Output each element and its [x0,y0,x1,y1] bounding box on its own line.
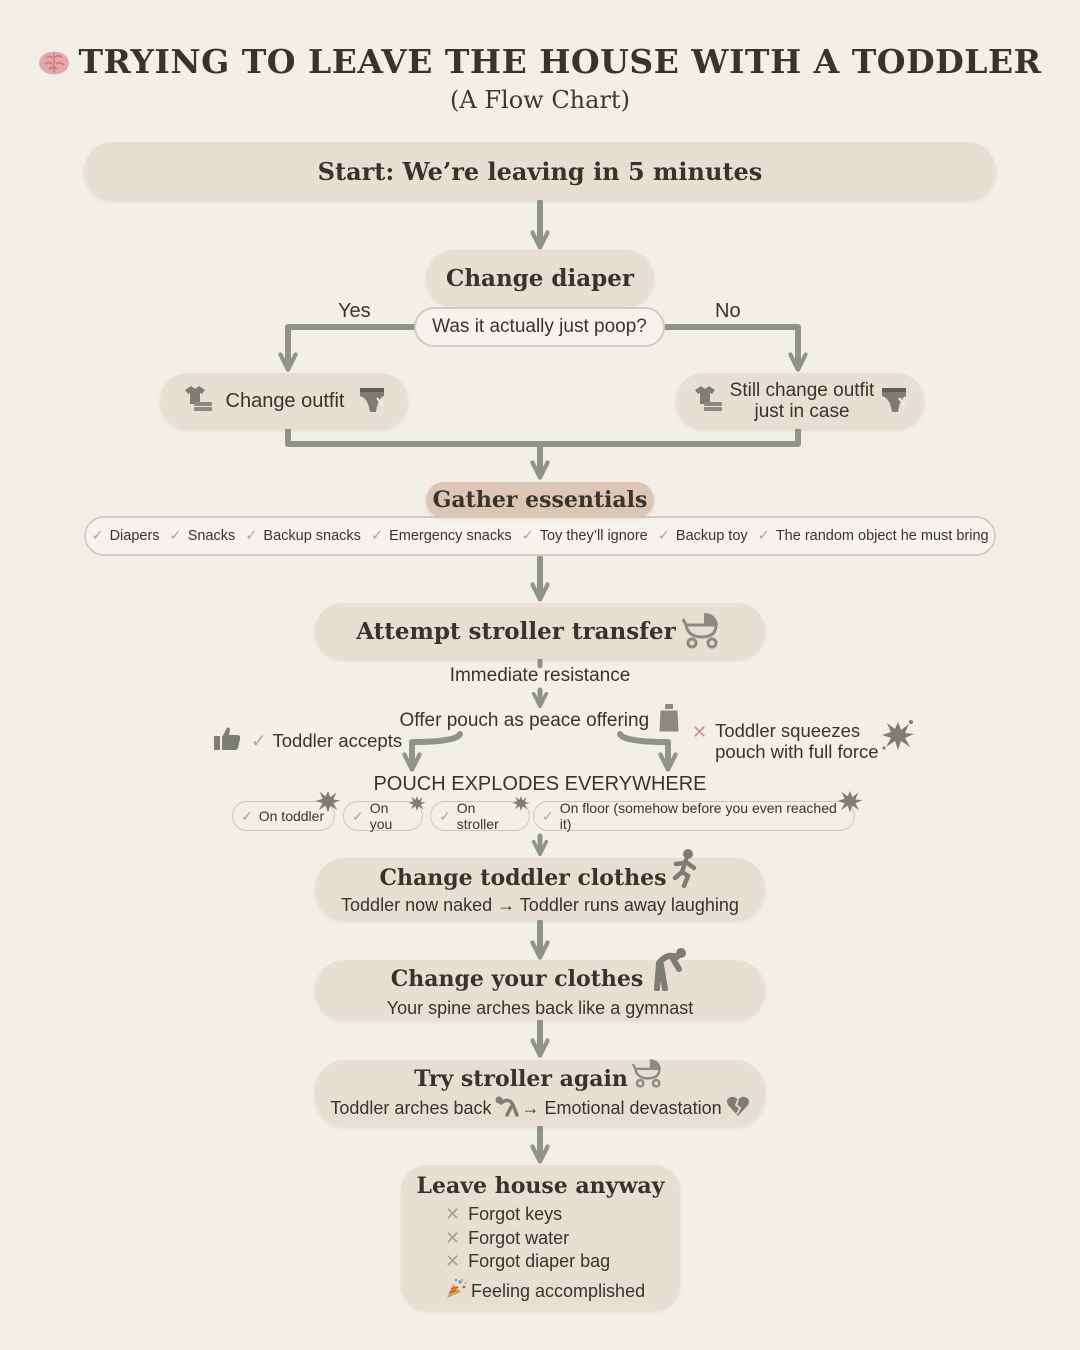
try-again-detail [330,1095,749,1122]
essential-item: ✓ Toy they’ll ignore [521,528,648,544]
pouch-explodes: POUCH EXPLODES EVERYWHERE [373,773,707,795]
diaper-icon [880,384,908,419]
gather-essentials-header [426,482,654,518]
try-again-detail-b: → Emotional devastation [521,1098,722,1118]
essential-item: ✓ Backup snacks [245,528,361,544]
offer-pouch-label: Offer pouch as peace offering [399,710,650,732]
explode-place-chip: ✓ On stroller [430,801,530,831]
brain-icon [38,45,70,84]
leave-house-title: Leave house anyway [416,1173,665,1199]
still-change-outfit-line1: Still change outfit [729,380,875,401]
splat-icon [881,718,915,757]
list-item: ✕ Forgot water [445,1227,570,1248]
explode-place-chip: ✓ On you [343,801,423,831]
pouch-icon [658,703,680,739]
arrow-no-branch [666,327,798,362]
arrow-yes-branch [288,327,414,362]
still-change-outfit-line2: just in case [754,401,850,422]
toddler-squeezes-line2: pouch with full force [715,741,879,762]
change-diaper-box [426,250,654,306]
clothes-icon [182,384,214,419]
essential-item: ✓ The random object he must bring [757,528,989,544]
page-subtitle: (A Flow Chart) [450,86,630,114]
thumbs-up-icon [213,725,241,756]
running-toddler-icon [670,848,700,893]
essential-item: ✓ Emergency snacks [370,528,512,544]
diaper-icon [358,384,386,419]
list-item [445,1278,680,1307]
splat-icon [512,794,530,812]
still-change-outfit-text [730,380,875,422]
essential-item: ✓ Backup toy [657,528,748,544]
explode-place-chip: ✓ On floor (somehow before you even reached it) [533,801,855,831]
leave-list [445,1203,680,1306]
your-clothes-detail: Your spine arches back like a gymnast [386,998,694,1018]
immediate-resistance: Immediate resistance [449,665,631,686]
essential-item: ✓ Snacks [169,528,236,544]
title-text: TRYING TO LEAVE THE HOUSE WITH A TODDLER [78,42,1042,81]
broken-heart-icon [726,1095,750,1122]
feeling-accomplished: Feeling accomplished [471,1281,646,1301]
start-label: Start: We’re leaving in 5 minutes [317,156,763,186]
party-popper-icon [445,1278,467,1307]
arrow-merge [288,430,798,444]
toddler-clothes-detail: Toddler now naked → Toddler runs away laughing [341,895,739,915]
try-stroller-again-box [315,1060,765,1126]
change-diaper-label: Change diaper [446,264,634,292]
offer-pouch [0,703,1080,739]
toddler-clothes-title: Change toddler clothes [379,864,667,891]
bending-person-icon [649,945,689,996]
list-item: ✕ Forgot diaper bag [445,1251,611,1271]
stroller-transfer-label: Attempt stroller transfer [356,617,676,645]
toddler-accepts-label: Toddler accepts [272,729,403,751]
poop-question-label: Was it actually just poop? [432,316,647,337]
splat-icon [408,794,426,812]
arching-toddler-icon [493,1095,519,1122]
your-clothes-box [315,960,765,1020]
gather-essentials-label: Gather essentials [432,487,648,513]
start-box [84,142,996,200]
change-outfit-box [160,373,408,429]
try-again-title: Try stroller again [414,1065,628,1092]
yes-label: Yes [338,300,371,322]
try-again-detail-a: Toddler arches back [330,1098,492,1118]
toddler-squeezes-line1: Toddler squeezes [715,720,861,741]
page-title [0,42,1080,84]
still-change-outfit-box [676,373,924,429]
toddler-accepts: ✓ Toddler accepts [213,725,402,756]
no-label: No [715,300,741,322]
stroller-transfer-box [315,603,765,659]
stroller-icon [682,609,724,654]
essential-item: ✓ Diapers [91,528,160,544]
toddler-squeezes: ✕ Toddler squeezes pouch with full force [692,720,915,762]
stroller-icon [632,1056,666,1093]
splat-icon [837,788,863,814]
list-item: ✕ Forgot keys [445,1204,563,1224]
clothes-icon [692,384,724,419]
your-clothes-title: Change your clothes [390,965,644,992]
change-outfit-label: Change outfit [225,389,345,412]
essentials-list [84,516,996,556]
splat-icon [315,788,341,814]
poop-question [414,307,665,347]
explode-place-chip: ✓ On toddler [232,801,335,831]
toddler-clothes-box [315,858,765,920]
leave-house-box [401,1165,680,1310]
